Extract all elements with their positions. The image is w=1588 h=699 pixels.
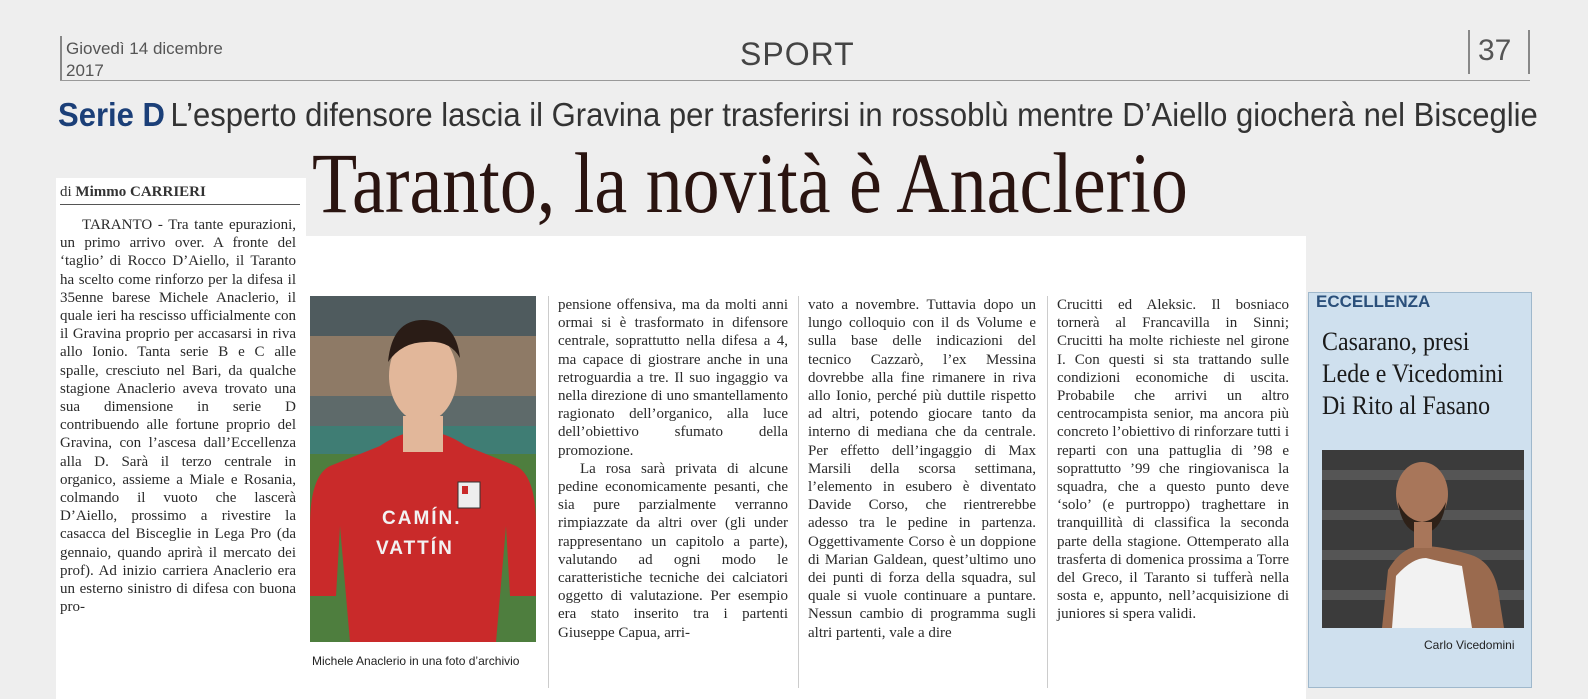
- sidebar-title-line: Lede e Vicedomini: [1322, 359, 1504, 388]
- article-paragraph: vato a novembre. Tuttavia dopo un lungo colloquio con il ds Volume e sulla base delle indicazioni del tecnico Cazzarò, l’ex Messina dovrebbe alla fine rimanere in riva allo Ionio, perché più duttile rispetto ad altri, potendo giocare tanto da interno di mediana che da centrale. Per effetto dell’ingaggio di Max Marsili della scorsa settimana, l’elemento in esubero è diventato Davide Corso, che rientrerebbe adesso tra le pedine in partenza. Oggettivamente Corso è un doppione di Marian Galdean, quest’ultimo uno dei punti di forza della squadra, sul quale si vuole continuare a puntare. Nessun cambio di programma sugli altri partenti, vale a dire: [808, 297, 1036, 641]
- sidebar-title-line: Di Rito al Fasano: [1322, 391, 1491, 420]
- article-column-1: [60, 216, 296, 616]
- column-separator: [548, 296, 549, 688]
- player-photo: [310, 296, 536, 642]
- issue-date-line1: Giovedì 14 dicembre: [66, 39, 223, 58]
- page-number: 37: [1478, 34, 1512, 67]
- sidebar-photo-caption: Carlo Vicedomini: [1424, 638, 1515, 652]
- byline-rule: [60, 204, 300, 205]
- header-divider-edge: [1528, 30, 1530, 74]
- header-rule: [60, 80, 1530, 81]
- shirt-sponsor-line1: CAMÍN.: [382, 508, 462, 529]
- byline-prefix: di: [60, 184, 72, 200]
- shirt-sponsor-line2: VATTÍN: [376, 538, 454, 559]
- article-paragraph: Crucitti ed Aleksic. Il bosniaco tornerà al Francavilla in Sinni; Crucitti ha molte richieste nel girone I. Con questi si sta trattando sulle condizioni economiche di uscita. Probabile che arrivi un altro centrocampista senior, ma ancora più concreto l’obiettivo di rinforzare tutti i reparti con una pattuglia di ’98 e soprattutto ’99 che ringiovanisca la squadra, che a questo punto deve ‘solo’ (e purtroppo) traghettare in tranquillità di classifica la seconda parte della stagione. Ottemperato alla trasferta di domenica prossima a Torre del Greco, il Taranto si tufferà nella sosta e, appunto, nell’acquisizione di juniores si spera validi.: [1057, 297, 1290, 623]
- article-paragraph: La rosa sarà privata di alcune pedine economicamente pesanti, che sia pure parzialmente verranno rimpiazzate da altri over (gli under rappresentano un capitolo a parte), valutando ad ogni modo le caratteristiche tecniche dei calciatori oggetto di valutazione. Per esempio era stato inserito tra i partenti Giuseppe Capua, arri-: [558, 460, 788, 641]
- sidebar-photo: [1322, 450, 1524, 628]
- issue-date: [66, 38, 223, 82]
- section-title: SPORT: [740, 36, 855, 72]
- article-column-2: [558, 296, 788, 642]
- sidebar-photo-illustration: [1322, 450, 1524, 628]
- byline-author: Mimmo CARRIERI: [75, 184, 206, 200]
- headline: Taranto, la novità è Anaclerio: [312, 135, 1188, 231]
- player-photo-illustration: [310, 296, 536, 642]
- byline: [60, 184, 206, 201]
- article-column-3: [808, 296, 1036, 642]
- photo-caption: Michele Anaclerio in una foto d’archivio: [312, 654, 520, 668]
- kicker-label: Serie D: [58, 96, 165, 133]
- kicker: [58, 96, 1538, 134]
- header-divider-left: [60, 36, 62, 80]
- kicker-text: L’esperto difensore lascia il Gravina per trasferirsi in rossoblù mentre D’Aiello giocherà nel Bisceglie: [170, 96, 1538, 133]
- issue-date-line2: 2017: [66, 61, 104, 80]
- sidebar-title: [1322, 326, 1510, 422]
- sidebar-title-line: Casarano, presi: [1322, 327, 1470, 356]
- column-separator: [1047, 296, 1048, 688]
- column-separator: [798, 296, 799, 688]
- sidebar-tag: ECCELLENZA: [1316, 292, 1431, 311]
- article-paragraph: TARANTO - Tra tante epurazioni, un primo arrivo over. A fronte del ‘taglio’ di Rocco D’Aiello, il Taranto ha scelto come rinforzo per la difesa il 35enne barese Michele Anaclerio, il quale ieri ha rescisso ufficialmente con il Gravina proprio per accasarsi in riva allo Ionio. Tanta serie B e C alle spalle, cresciuto nel Bari, da qualche stagione Anaclerio aveva trovato una sua dimensione in serie D contribuendo alle fortune proprio del Gravina, con l’ascesa dall’Eccellenza alla D. Sarà il terzo centrale in organico, assieme a Miale e Rosania, colmando il vuoto che lascerà D’Aiello, prossimo a rivestire la casacca del Bisceglie in Lega Pro (da gennaio, quando aprirà il mercato dei prof). Ad inizio carriera Anaclerio era un esterno sinistro di difesa con buona pro-: [60, 217, 296, 616]
- article-paragraph: pensione offensiva, ma da molti anni ormai si è trasformato in difensore centrale, soprattutto nella difesa a 4, ma capace di giostrare anche in una retroguardia a tre. Il suo ingaggio va nella direzione di uno smantellamento ragionato dell’organico, alla luce dell’obiettivo sfumato della promozione.: [558, 297, 788, 459]
- article-column-4: [1057, 296, 1289, 624]
- header-divider-right: [1468, 30, 1470, 74]
